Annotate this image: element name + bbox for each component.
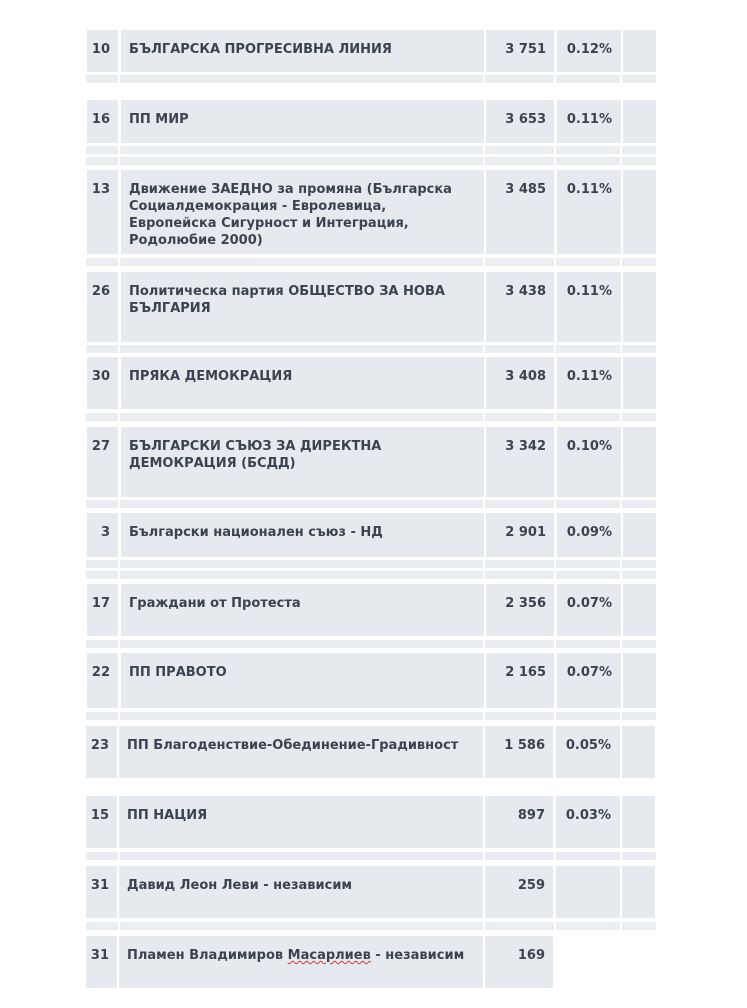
- party-name: Движение ЗАЕДНО за промяна (Българска Социалдемокрация - Евролевица, Европейска Сигурност и Интеграция, Родолюбие 2000): [129, 182, 452, 248]
- votes-cell: [485, 796, 553, 848]
- row-separator: [86, 345, 656, 353]
- party-name-cell: [121, 30, 484, 72]
- empty-cell: [623, 30, 656, 72]
- percent-value: 0.10%: [566, 439, 612, 454]
- row-number: 10: [91, 42, 110, 57]
- votes-cell: [485, 866, 553, 918]
- row-separator: [86, 640, 656, 648]
- votes-cell: [486, 584, 554, 636]
- party-name-cell: [121, 427, 484, 497]
- party-name-cell: [119, 936, 483, 988]
- votes-cell: [486, 272, 554, 342]
- percent-cell: [557, 513, 621, 557]
- votes-cell: [486, 357, 554, 409]
- party-name-part: - независим: [370, 948, 465, 963]
- empty-cell: [623, 100, 656, 143]
- row-number: 3: [100, 525, 110, 540]
- party-name-cell: [119, 866, 483, 918]
- row-number-cell: [87, 513, 118, 557]
- votes-cell: [486, 653, 554, 708]
- party-name-cell: [121, 653, 484, 708]
- row-separator: [86, 258, 656, 266]
- party-name-cell: [121, 584, 484, 636]
- votes-value: 259: [517, 878, 545, 893]
- row-number: 31: [90, 878, 109, 893]
- votes-cell: [485, 936, 553, 988]
- empty-cell: [623, 427, 656, 497]
- votes-cell: [486, 170, 554, 254]
- row-number-cell: [87, 30, 118, 72]
- row-number: 15: [90, 808, 109, 823]
- votes-value: 1 586: [504, 738, 545, 753]
- empty-cell: [622, 726, 655, 778]
- percent-value: 0.11%: [566, 182, 612, 197]
- row-number: 23: [90, 738, 109, 753]
- percent-value: 0.07%: [566, 665, 612, 680]
- row-number-cell: [87, 653, 118, 708]
- party-name-cell: [119, 796, 483, 848]
- row-separator: [86, 712, 656, 720]
- votes-value: 3 485: [505, 182, 546, 197]
- row-separator: [86, 852, 656, 860]
- row-number: 16: [91, 112, 110, 127]
- party-name-cell: [121, 357, 484, 409]
- votes-value: 2 165: [505, 665, 546, 680]
- percent-cell: [557, 584, 621, 636]
- party-name: [127, 947, 467, 964]
- row-separator: [86, 75, 656, 83]
- percent-value: 0.03%: [565, 808, 611, 823]
- percent-value: 0.09%: [566, 525, 612, 540]
- row-separator: [86, 500, 656, 508]
- row-number: 13: [91, 182, 110, 197]
- row-number: 17: [91, 596, 110, 611]
- percent-value: 0.07%: [566, 596, 612, 611]
- party-name-cell: [119, 726, 483, 778]
- votes-value: 2 356: [505, 596, 546, 611]
- votes-cell: [486, 513, 554, 557]
- misspelled-word: Масарлиев: [287, 948, 371, 963]
- votes-value: 3 438: [505, 284, 546, 299]
- row-number-cell: [86, 796, 117, 848]
- votes-value: 169: [517, 948, 545, 963]
- party-name: Давид Леон Леви - независим: [127, 878, 353, 893]
- percent-cell: [556, 726, 620, 778]
- empty-cell: [623, 653, 656, 708]
- votes-value: 3 408: [505, 369, 546, 384]
- percent-cell: [557, 272, 621, 342]
- percent-value: 0.11%: [566, 112, 612, 127]
- party-name: ПП МИР: [129, 112, 189, 127]
- party-name-cell: [121, 170, 484, 254]
- row-separator: [86, 571, 656, 579]
- party-name: ПРЯКА ДЕМОКРАЦИЯ: [129, 369, 293, 384]
- party-name: БЪЛГАРСКИ СЪЮЗ ЗА ДИРЕКТНА ДЕМОКРАЦИЯ (БСДД): [129, 439, 382, 471]
- percent-value: 0.11%: [566, 369, 612, 384]
- row-separator: [86, 146, 656, 154]
- votes-value: 3 751: [505, 42, 546, 57]
- row-number-cell: [87, 357, 118, 409]
- party-name-cell: [121, 100, 484, 143]
- row-separator: [86, 560, 656, 568]
- row-number-cell: [86, 866, 117, 918]
- percent-cell: [557, 100, 621, 143]
- row-number-cell: [86, 936, 117, 988]
- votes-cell: [486, 30, 554, 72]
- row-number: 22: [91, 665, 110, 680]
- empty-cell: [622, 866, 655, 918]
- row-number-cell: [87, 584, 118, 636]
- votes-cell: [485, 726, 553, 778]
- row-number: 27: [91, 439, 110, 454]
- empty-cell: [622, 796, 655, 848]
- row-number: 31: [90, 948, 109, 963]
- party-name: ПП НАЦИЯ: [127, 808, 208, 823]
- percent-cell: [557, 357, 621, 409]
- party-name-part: Пламен Владимиров: [127, 948, 288, 963]
- votes-cell: [486, 427, 554, 497]
- party-name-cell: [121, 272, 484, 342]
- votes-value: 3 342: [505, 439, 546, 454]
- row-separator: [86, 922, 656, 930]
- percent-cell: [556, 796, 620, 848]
- party-name: ПП Благоденствие-Обединение-Градивност: [127, 738, 459, 753]
- party-name: ПП ПРАВОТО: [129, 665, 227, 680]
- empty-cell: [623, 357, 656, 409]
- percent-cell: [556, 866, 620, 918]
- party-name: Политическа партия ОБЩЕСТВО ЗА НОВА БЪЛГАРИЯ: [129, 284, 445, 316]
- empty-cell: [623, 170, 656, 254]
- empty-cell: [623, 513, 656, 557]
- percent-cell: [557, 30, 621, 72]
- percent-cell: [557, 170, 621, 254]
- votes-cell: [486, 100, 554, 143]
- votes-value: 2 901: [505, 525, 546, 540]
- party-name: БЪЛГАРСКА ПРОГРЕСИВНА ЛИНИЯ: [129, 42, 392, 57]
- row-separator: [86, 157, 656, 165]
- row-number-cell: [86, 726, 117, 778]
- percent-value: 0.11%: [566, 284, 612, 299]
- party-name: Български национален съюз - НД: [129, 525, 383, 540]
- percent-cell: [557, 427, 621, 497]
- percent-value: 0.12%: [566, 42, 612, 57]
- empty-cell: [623, 272, 656, 342]
- row-number-cell: [87, 427, 118, 497]
- votes-value: 3 653: [505, 112, 546, 127]
- votes-value: 897: [517, 808, 545, 823]
- party-name-cell: [121, 513, 484, 557]
- row-number-cell: [87, 170, 118, 254]
- empty-cell: [623, 584, 656, 636]
- row-separator: [86, 413, 656, 421]
- percent-cell: [557, 653, 621, 708]
- row-number: 26: [91, 284, 110, 299]
- row-number: 30: [91, 369, 110, 384]
- row-number-cell: [87, 100, 118, 143]
- row-number-cell: [87, 272, 118, 342]
- party-name: Граждани от Протеста: [129, 596, 301, 611]
- percent-value: 0.05%: [565, 738, 611, 753]
